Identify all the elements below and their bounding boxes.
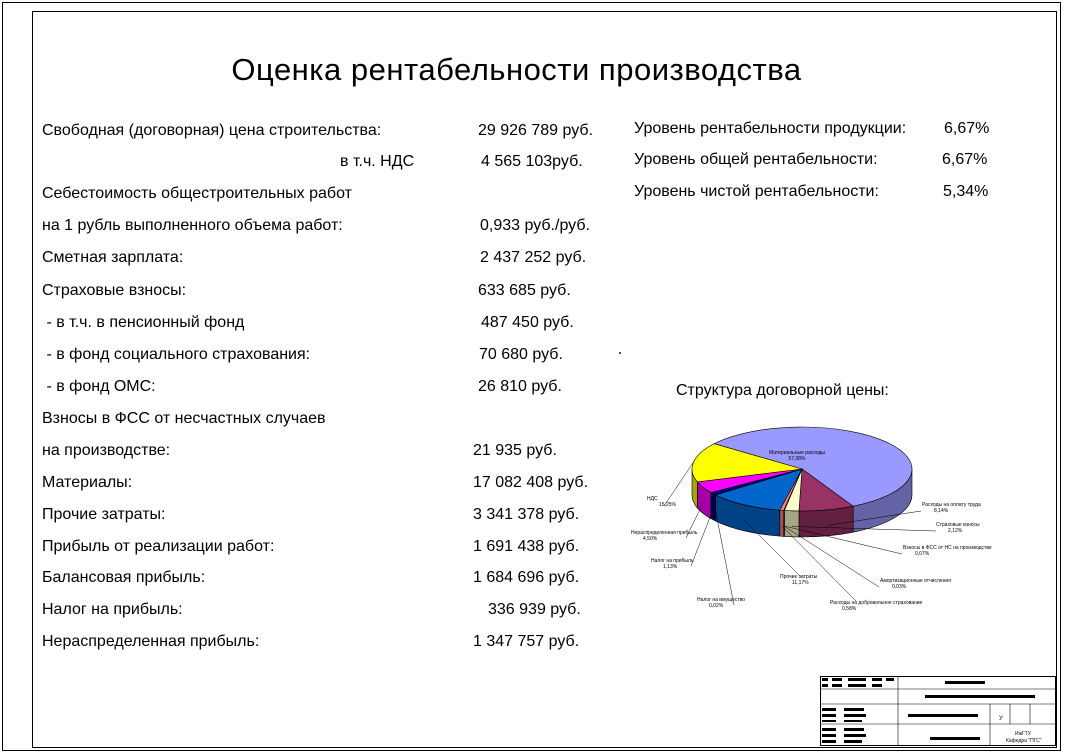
pie-label-name-1: Расходы на оплату труда <box>922 502 981 508</box>
label-balance-profit: Балансовая прибыль: <box>42 569 206 586</box>
label-vat-included: в т.ч. НДС <box>340 153 415 170</box>
pie-leader-8 <box>691 509 713 566</box>
pie-label-value-8: 1,13% <box>663 564 678 570</box>
pie-label-value-10: 15,25% <box>659 502 676 508</box>
value-retained-profit: 1 347 757 руб. <box>473 633 580 650</box>
stamp-org-line1: ИжГТУ <box>1015 731 1031 737</box>
value-social: 70 680 руб. <box>479 346 563 363</box>
value-net-profitability: 5,34% <box>943 183 989 200</box>
value-free-price: 29 926 789 руб. <box>478 122 594 139</box>
pie-label-name-2: Страховые взносы <box>936 522 980 528</box>
value-pension: 487 450 руб. <box>481 314 574 331</box>
value-balance-profit: 1 684 696 руб. <box>473 569 580 586</box>
value-salary: 2 437 252 руб. <box>480 249 587 266</box>
label-cost-line1: Себестоимость общестроительных работ <box>42 185 352 202</box>
pie-label-name-10: НДС <box>647 496 658 502</box>
label-pension: - в т.ч. в пенсионный фонд <box>42 314 245 331</box>
label-oms: - в фонд ОМС: <box>42 378 156 395</box>
label-sales-profit: Прибыль от реализации работ: <box>42 538 275 555</box>
label-other-costs: Прочие затраты: <box>42 506 166 523</box>
pie-label-value-1: 8,14% <box>934 508 949 514</box>
value-vat-included: 4 565 103руб. <box>481 153 583 170</box>
value-other-costs: 3 341 378 руб. <box>473 506 580 523</box>
pie-label-name-0: Материальные расходы <box>769 450 825 456</box>
pie-label-name-4: Амортизационные отчисления <box>880 578 951 584</box>
pie-label-name-7: Налог на имущество <box>697 597 746 603</box>
pie-label-value-5: 0,58% <box>842 606 857 612</box>
pie-side-8 <box>711 493 716 521</box>
pie-label-name-5: Расходы на добровольное страхование <box>830 600 923 606</box>
label-overall-profitability: Уровень общей рентабельности: <box>634 151 878 168</box>
pie-label-value-4: 0,03% <box>892 584 907 590</box>
page-title: Оценка рентабельности производства <box>231 52 802 87</box>
pie-label-value-0: 57,08% <box>788 456 806 462</box>
stamp-stage: У <box>999 716 1003 722</box>
pie-label-value-6: 11,17% <box>792 580 809 586</box>
stamp-org-line2: Кафедра "ПГС" <box>1006 738 1042 744</box>
value-product-profitability: 6,67% <box>944 120 990 137</box>
pie-label-value-7: 0,02% <box>709 603 724 609</box>
value-fss: 21 935 руб. <box>473 442 557 459</box>
pie-label-name-3: Взносы в ФСС от НС на производстве <box>903 545 992 551</box>
value-overall-profitability: 6,67% <box>942 151 988 168</box>
label-free-price: Свободная (договорная) цена строительства: <box>42 122 382 139</box>
pie-side-2 <box>784 510 799 537</box>
pie-label-value-3: 0,07% <box>915 551 930 557</box>
value-profit-tax: 336 939 руб. <box>488 601 581 618</box>
label-social: - в фонд социального страхования: <box>42 346 311 363</box>
pie-leader-10 <box>664 462 694 506</box>
label-insurance: Страховые взносы: <box>42 282 187 299</box>
chart-title: Структура договорной цены: <box>676 382 889 399</box>
pie-label-name-9: Нераспределенная прибыль <box>631 530 698 536</box>
value-cost-per-ruble: 0,933 руб./руб. <box>480 217 590 234</box>
pie-label-name-8: Налог на прибыль <box>651 558 694 564</box>
label-salary: Сметная зарплата: <box>42 249 184 266</box>
value-materials: 17 082 408 руб. <box>473 474 589 491</box>
pie-label-value-2: 2,12% <box>948 528 963 534</box>
label-fss-line2: на производстве: <box>42 442 171 459</box>
value-insurance: 633 685 руб. <box>478 282 571 299</box>
label-retained-profit: Нераспределенная прибыль: <box>42 633 260 650</box>
pie-label-value-9: 4,50% <box>643 536 658 542</box>
label-fss-line1: Взносы в ФСС от несчастных случаев <box>42 410 326 427</box>
value-sales-profit: 1 691 438 руб. <box>473 538 580 555</box>
title-block <box>820 676 1056 746</box>
label-net-profitability: Уровень чистой рентабельности: <box>634 183 879 200</box>
label-cost-line2: на 1 рубль выполненного объема работ: <box>42 217 343 234</box>
pie-side-5 <box>780 510 784 536</box>
pie-label-name-6: Прочие затраты <box>780 574 818 580</box>
label-profit-tax: Налог на прибыль: <box>42 601 183 618</box>
label-product-profitability: Уровень рентабельности продукции: <box>634 120 907 137</box>
value-oms: 26 810 руб. <box>478 378 562 395</box>
label-materials: Материалы: <box>42 474 133 491</box>
pie-leader-5 <box>782 526 856 601</box>
